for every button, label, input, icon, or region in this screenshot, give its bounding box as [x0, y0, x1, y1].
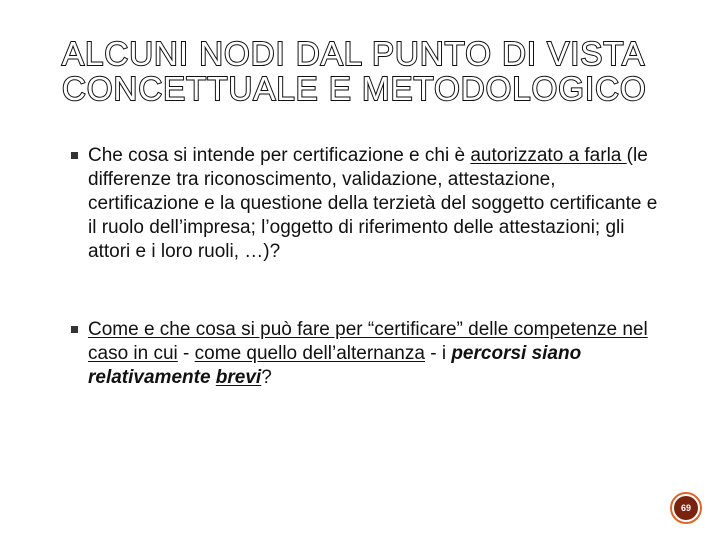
bullet-1-underlined-text: autorizzato a farla: [470, 145, 627, 166]
bullet-1-text-b: (le differenze tra riconoscimento, validazione, attestazione, certificazione e la questione della terzietà del soggetto certificante e il ruolo dell’impresa; l’oggetto di riferimento delle attestazioni; gli attori e i loro ruoli, …)?: [88, 145, 658, 262]
slide-title: [62, 36, 662, 106]
bullet-2-text-c: ?: [261, 367, 272, 388]
square-bullet-icon: [71, 326, 78, 333]
bullet-2-text-a: -: [177, 343, 195, 364]
bullet-2-text-b: - i: [424, 343, 452, 364]
bullet-item-1: [70, 144, 670, 264]
slide-title-line-1: ALCUNI NODI DAL PUNTO DI VISTA: [62, 35, 646, 72]
bullet-2-underlined-text-b: come quello dell’alternanza: [194, 343, 425, 364]
bullet-2-emphasis-underlined-text: brevi: [215, 367, 262, 388]
slide-title-line-2: CONCETTUALE E METODOLOGICO: [62, 70, 647, 107]
bullet-2-underlined-text-a: Come e che cosa si può fare per “certificare” delle competenze nel caso in cui: [88, 319, 648, 364]
bullet-1-text-a: Che cosa si intende per certificazione e chi è: [88, 145, 471, 166]
bullet-item-2: [70, 318, 670, 390]
bullet-2-emphasis-text: percorsi siano relativamente: [88, 343, 582, 388]
bullet-list: [70, 144, 670, 390]
page-number: 69: [674, 496, 698, 520]
square-bullet-icon: [71, 152, 78, 159]
page-number-badge: [670, 492, 702, 524]
